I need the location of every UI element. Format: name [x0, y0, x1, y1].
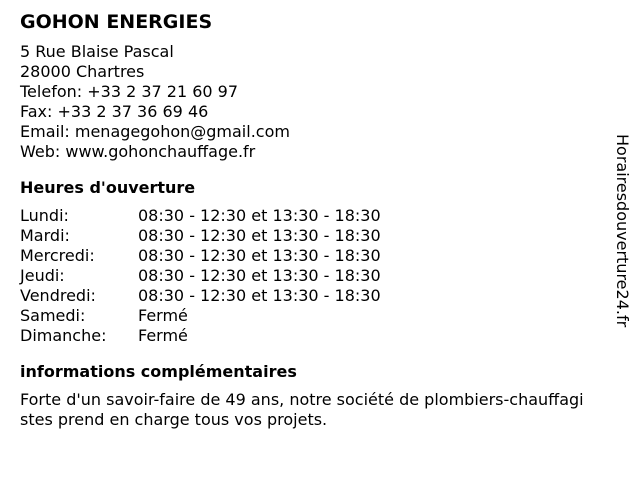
hours-time: 08:30 - 12:30 et 13:30 - 18:30 [138, 206, 381, 225]
hours-time: Fermé [138, 326, 188, 345]
address-street: 5 Rue Blaise Pascal [20, 42, 174, 61]
hours-row [20, 326, 600, 346]
hours-time: 08:30 - 12:30 et 13:30 - 18:30 [138, 286, 381, 305]
fax-number: Fax: +33 2 37 36 69 46 [20, 102, 209, 121]
site-watermark: Horairesdouverture24.fr [613, 134, 632, 328]
hours-day: Mercredi: [20, 246, 95, 265]
hours-day: Lundi: [20, 206, 69, 225]
hours-time: 08:30 - 12:30 et 13:30 - 18:30 [138, 226, 381, 245]
info-description: Forte d'un savoir-faire de 49 ans, notre société de plombiers-chauffagistes prend en charge tous vos projets. [20, 390, 584, 429]
hours-time: 08:30 - 12:30 et 13:30 - 18:30 [138, 246, 381, 265]
business-card [20, 10, 600, 430]
website: Web: www.gohonchauffage.fr [20, 142, 256, 161]
address-city: 28000 Chartres [20, 62, 145, 81]
hours-day: Samedi: [20, 306, 86, 325]
hours-row [20, 226, 600, 246]
hours-row [20, 206, 600, 226]
hours-time: 08:30 - 12:30 et 13:30 - 18:30 [138, 266, 381, 285]
hours-day: Mardi: [20, 226, 70, 245]
hours-table [20, 206, 600, 346]
hours-time: Fermé [138, 306, 188, 325]
phone-number: Telefon: +33 2 37 21 60 97 [20, 82, 239, 101]
hours-row [20, 266, 600, 286]
email-address: Email: menagegohon@gmail.com [20, 122, 290, 141]
company-name: GOHON ENERGIES [20, 11, 213, 33]
hours-day: Dimanche: [20, 326, 107, 345]
hours-day: Vendredi: [20, 286, 96, 305]
info-heading: informations complémentaires [20, 362, 297, 381]
hours-row [20, 246, 600, 266]
hours-row [20, 306, 600, 326]
hours-heading: Heures d'ouverture [20, 178, 196, 197]
hours-day: Jeudi: [20, 266, 65, 285]
hours-row [20, 286, 600, 306]
